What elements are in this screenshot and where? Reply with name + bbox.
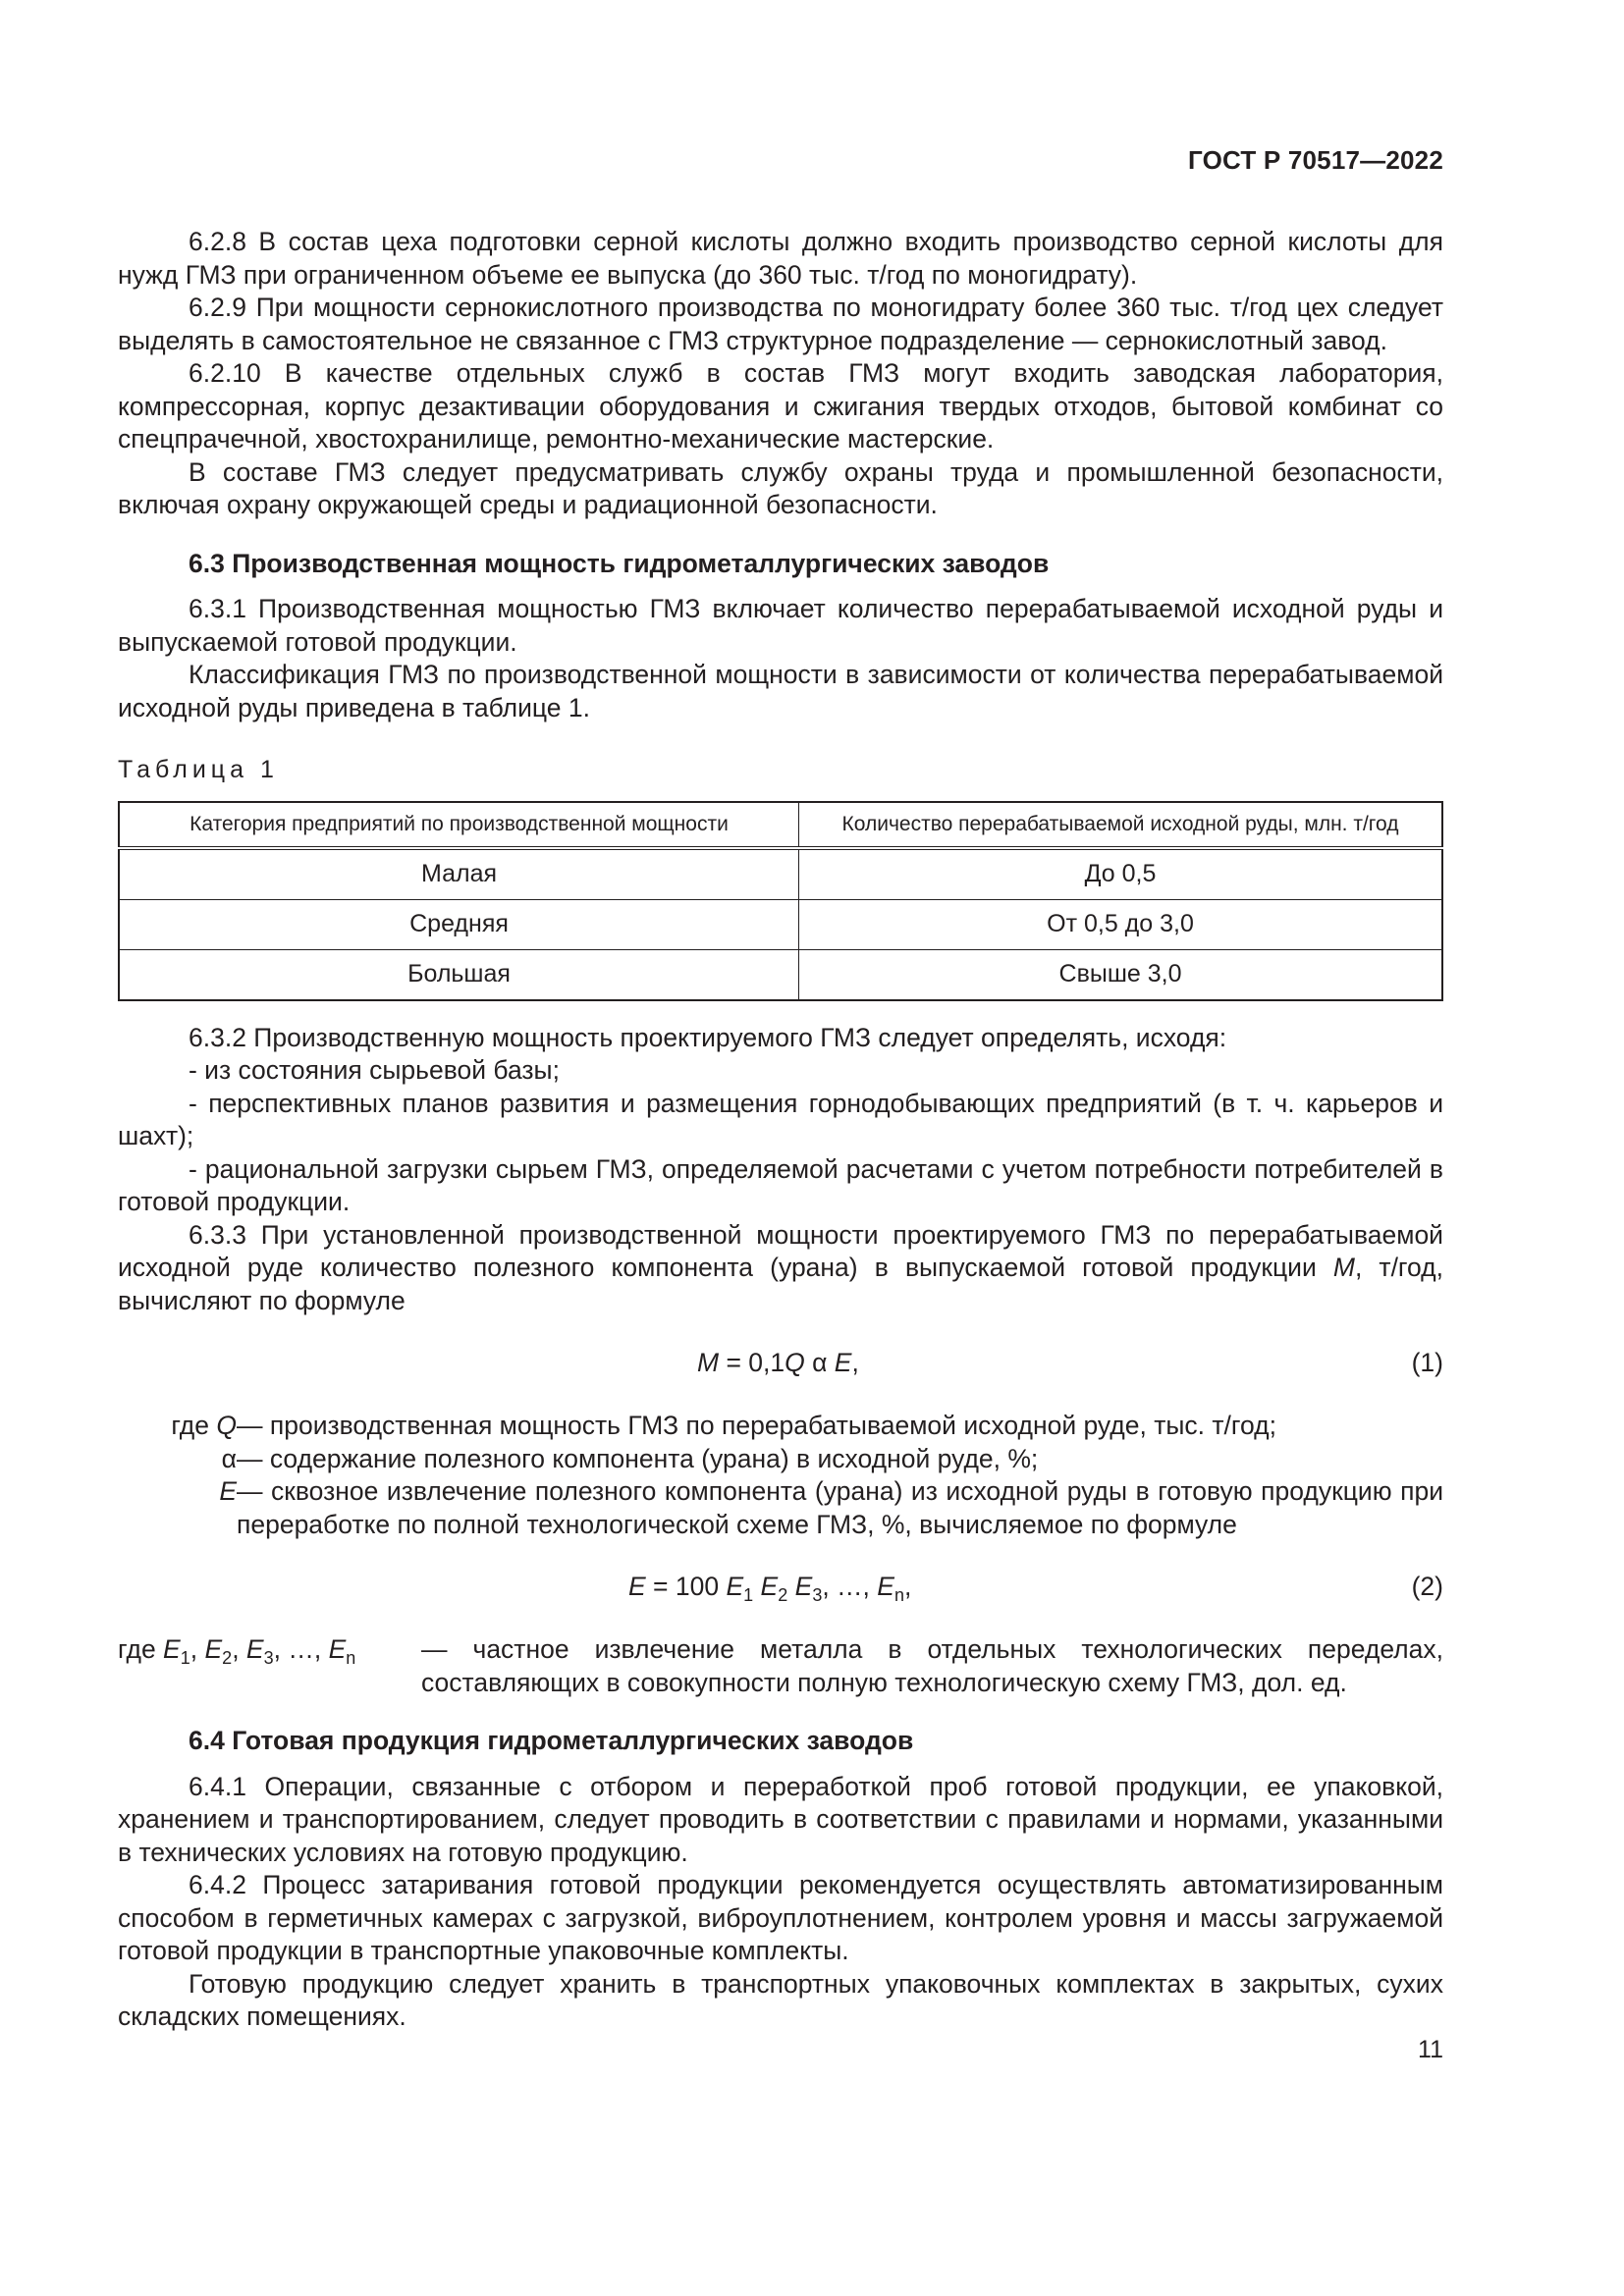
table-cell: Свыше 3,0: [799, 949, 1443, 1000]
formula-symbol: E: [794, 1572, 813, 1601]
capacity-table: [118, 801, 1443, 1001]
paragraph-text: , т/год, вычисляют по формуле: [118, 1253, 1444, 1315]
list-item: - перспективных планов развития и размещения горнодобывающих предприятий (в т. ч. карьеров и шахт);: [118, 1088, 1443, 1150]
legend-symbol: E: [163, 1634, 181, 1664]
table-header-cell: Количество перерабатываемой исходной руды, млн. т/год: [799, 802, 1443, 848]
legend-symbol: Q: [216, 1411, 237, 1440]
table-header-row: [119, 802, 1442, 848]
legend-term: [118, 1410, 237, 1443]
formula-text: α: [804, 1348, 835, 1377]
paragraph-6-4-2: 6.4.2 Процесс затаривания готовой продукции рекомендуется осуществлять автоматизированным способом в герметичных камерах с загрузкой, виброуплотнением, контролем уровня и массы загружаемой готовой продукции в транспортные упаковочные комплекты.: [118, 1870, 1443, 1965]
legend-term: [118, 1475, 237, 1541]
table-cell: Средняя: [119, 899, 799, 949]
formula-2-number: (2): [1411, 1572, 1443, 1601]
formula-2: [118, 1563, 1443, 1612]
formula-text: = 100: [645, 1572, 727, 1601]
formula-symbol: Q: [785, 1348, 805, 1377]
paragraph-text: 6.3.3 При установленной производственной мощности проектируемого ГМЗ по перерабатываемой исходной руде количество полезного компонента (урана) в выпускаемой готовой продукции: [118, 1219, 1443, 1282]
formula-symbol: M: [697, 1348, 720, 1377]
formula-subscript: 1: [180, 1648, 190, 1668]
formula-text: , …,: [822, 1572, 878, 1601]
formula-1-expression: [697, 1347, 859, 1380]
paragraph-6-2-8: 6.2.8 В состав цеха подготовки серной кислоты должно входить производство серной кислоты для нужд ГМЗ при ограниченном объеме ее выпуска (до 360 тыс. т/год по моногидрату).: [118, 227, 1443, 290]
legend-row: [118, 1410, 1443, 1443]
paragraph-safety-service: В составе ГМЗ следует предусматривать службу охраны труда и промышленной безопасности, включая охрану окружающей среды и радиационной безопасности.: [118, 456, 1443, 519]
formula-subscript: 1: [743, 1585, 754, 1605]
paragraph-6-2-9: 6.2.9 При мощности сернокислотного производства по моногидрату более 360 тыс. т/год цех следует выделять в самостоятельное не связанное с ГМЗ структурное подразделение — сернокислотный завод.: [118, 293, 1443, 355]
formula-subscript: 2: [222, 1648, 233, 1668]
list-item: - из состояния сырьевой базы;: [189, 1055, 560, 1085]
legend-row: [118, 1443, 1443, 1476]
formula-2-expression: [628, 1571, 911, 1604]
table-row: [119, 848, 1442, 900]
table-cell: Большая: [119, 949, 799, 1000]
formula-1-number: (1): [1411, 1348, 1443, 1377]
legend-description: — производственная мощность ГМЗ по перерабатываемой исходной руде, тыс. т/год;: [237, 1411, 1276, 1440]
legend-row: [118, 1475, 1443, 1541]
legend-description: — сквозное извлечение полезного компонента (урана) из исходной руды в готовую продукцию при переработке по полной технологической схеме ГМЗ, %, вычисляемое по формуле: [237, 1476, 1443, 1539]
page-number: 11: [1418, 2036, 1443, 2063]
paragraph-6-2-10: 6.2.10 В качестве отдельных служб в состав ГМЗ могут входить заводская лаборатория, компрессорная, корпус дезактивации оборудования и сжигания твердых отходов, бытовой комбинат со спецпрачечной, хвостохранилище, ремонтно-механические мастерские.: [118, 358, 1443, 454]
table-cell: Малая: [119, 848, 799, 900]
formula-text: = 0,1: [719, 1348, 785, 1377]
legend-symbol: E: [245, 1634, 264, 1664]
section-heading-6-4: 6.4 Готовая продукция гидрометаллургических заводов: [189, 1726, 914, 1755]
formula-text: ,: [851, 1348, 859, 1377]
paragraph-6-3-2: 6.3.2 Производственную мощность проектируемого ГМЗ следует определять, исходя:: [189, 1022, 1227, 1052]
legend-prefix: где: [118, 1634, 164, 1664]
formula-text: ,: [903, 1572, 912, 1601]
legend-symbol: E: [204, 1634, 223, 1664]
formula-symbol: E: [726, 1572, 744, 1601]
list-item: - рациональной загрузки сырьем ГМЗ, определяемой расчетами с учетом потребности потребителей в готовой продукции.: [118, 1153, 1443, 1216]
legend-symbol: α: [221, 1443, 237, 1473]
legend-symbol: E: [328, 1634, 347, 1664]
table-cell: От 0,5 до 3,0: [799, 899, 1443, 949]
table-row: [119, 949, 1442, 1000]
legend-description: — частное извлечение металла в отдельных технологических переделах, составляющих в совокупности полную технологическую схему ГМЗ, дол. ед.: [421, 1634, 1443, 1697]
formula-subscript: n: [346, 1648, 356, 1668]
formula-symbol: E: [760, 1572, 779, 1601]
paragraph-6-3-1: 6.3.1 Производственная мощностью ГМЗ включает количество перерабатываемой исходной руды и выпускаемой готовой продукции.: [118, 594, 1443, 657]
section-heading-6-3: 6.3 Производственная мощность гидрометаллургических заводов: [189, 548, 1050, 578]
formula-subscript: 3: [263, 1648, 274, 1668]
table-header-cell: Категория предприятий по производственной мощности: [119, 802, 799, 848]
legend-term: где $E_1$, $E_2$, $E_3$, …, $E_n$: [118, 1634, 356, 1668]
legend-symbol: E: [219, 1476, 237, 1506]
formula-1: [118, 1339, 1443, 1388]
paragraph-storage: Готовую продукцию следует хранить в транспортных упаковочных комплектах в закрытых, сухих складских помещениях.: [118, 1968, 1443, 2031]
legend-prefix: где: [171, 1411, 217, 1440]
formula-subscript: 3: [812, 1585, 823, 1605]
formula-symbol: E: [628, 1572, 646, 1601]
legend-term: [118, 1443, 237, 1476]
legend-description: — содержание полезного компонента (урана) в исходной руде, %;: [237, 1443, 1039, 1473]
paragraph-classification: Классификация ГМЗ по производственной мощности в зависимости от количества перерабатываемой исходной руды приведена в таблице 1.: [118, 660, 1443, 722]
variable-m: M: [1332, 1253, 1355, 1282]
document-id-header: ГОСТ Р 70517—2022: [1188, 145, 1443, 175]
paragraph-6-4-1: 6.4.1 Операции, связанные с отбором и переработкой проб готовой продукции, ее упаковкой, хранением и транспортированием, следует проводить в соответствии с правилами и нормами, указанными в технических условиях на готовую продукцию.: [118, 1771, 1443, 1867]
table-cell: До 0,5: [799, 848, 1443, 900]
table-caption: Таблица 1: [118, 756, 279, 783]
table-row: [119, 899, 1442, 949]
legend-row-partial-extraction: [118, 1633, 1443, 1699]
formula-subscript: n: [893, 1585, 904, 1605]
formula-subscript: 2: [778, 1585, 788, 1605]
document-body: [118, 226, 1443, 2034]
formula-symbol: E: [877, 1572, 894, 1601]
formula-symbol: E: [834, 1348, 852, 1377]
paragraph-6-3-3: [118, 1219, 1443, 1318]
